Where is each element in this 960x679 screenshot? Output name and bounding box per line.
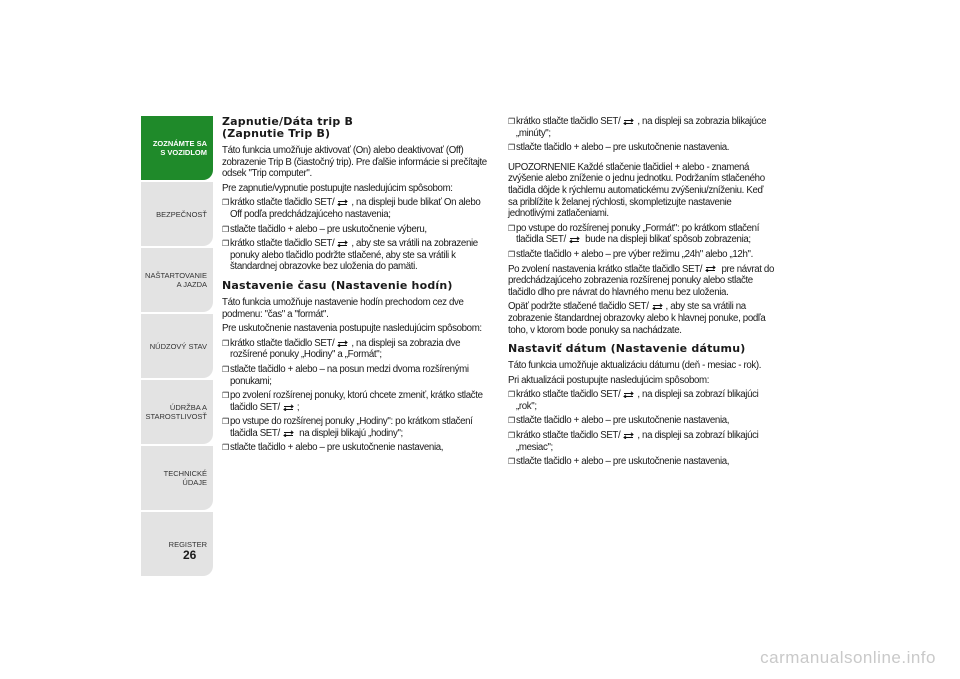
return-arrow-icon	[568, 236, 581, 243]
list-item: ❒ stlačte tlačidlo + alebo – pre výber režimu „24h" alebo „12h".	[508, 248, 753, 260]
list-item: ❒ stlačte tlačidlo + alebo – na posun medzi dvoma rozšírenými ponukami;	[222, 363, 469, 387]
heading-nastavit-datum: Nastaviť dátum (Nastavenie dátumu)	[508, 342, 746, 356]
chapter-sidebar	[141, 116, 213, 578]
return-arrow-icon	[282, 430, 295, 437]
bullet-icon: ❒	[222, 198, 229, 208]
bullet-icon: ❒	[222, 338, 229, 348]
return-arrow-icon	[336, 340, 349, 347]
list-item: ❒ po vstupe do rozšírenej ponuky „Hodiny": po krátkom stlačení tlačidla SET/ na displeji blikajú „hodiny";	[222, 416, 473, 439]
bullet-icon: ❒	[222, 364, 229, 374]
list-item: ❒ krátko stlačte tlačidlo SET/ , na displeji sa zobrazí blikajúci „rok";	[508, 389, 759, 412]
page-number: 26	[183, 548, 197, 562]
bullet-icon: ❒	[508, 117, 515, 126]
tab-nudzovy-stav[interactable]: NÚDZOVÝ STAV	[141, 314, 213, 378]
list-item: ❒ krátko stlačte tlačidlo SET/ , na displeji sa zobrazí blikajúci „mesiac";	[508, 430, 759, 453]
tab-register[interactable]: REGISTER	[141, 512, 213, 576]
tab-nastartovanie[interactable]: NAŠTARTOVANIE A JAZDA	[141, 248, 213, 312]
paragraph: Táto funkcia umožňuje aktivovať (On) alebo deaktivovať (Off) zobrazenie Trip B (čiastočný trip). Pre ďalšie informácie si prečítajte odsek "Trip computer".	[222, 145, 487, 180]
bullet-icon: ❒	[508, 143, 515, 153]
tab-zoznamte-sa[interactable]: ZOZNÁMTE SA S VOZIDLOM	[141, 116, 213, 180]
return-arrow-icon	[651, 303, 664, 310]
return-arrow-icon	[622, 118, 635, 125]
list-item: ❒ krátko stlačte tlačidlo SET/ , aby ste sa vrátili na zobrazenie ponuky alebo tlačidlo podržte stlačené, aby ste sa vrátili k štandardnej obrazovke bez uloženia do pamäti.	[222, 238, 478, 273]
paragraph: Pri aktualizácii postupujte nasledujúcim spôsobom:	[508, 374, 710, 386]
list-item: ❒ krátko stlačte tlačidlo SET/ , na displeji sa zobrazia dve rozšírené ponuky „Hodiny" a „Formát";	[222, 337, 461, 361]
return-arrow-icon	[622, 391, 635, 398]
heading-nastavenie-casu: Nastavenie času (Nastavenie hodín)	[222, 278, 453, 292]
tab-udrzba[interactable]: ÚDRŽBA A STAROSTLIVOSŤ	[141, 380, 213, 444]
bullet-icon: ❒	[222, 417, 229, 427]
paragraph: Táto funkcia umožňuje aktualizáciu dátumu (deň - mesiac - rok).	[508, 360, 762, 372]
return-arrow-icon	[704, 265, 717, 272]
bullet-icon: ❒	[222, 224, 229, 234]
return-arrow-icon	[282, 404, 295, 411]
list-item: ❒ stlačte tlačidlo + alebo – pre uskutočnenie nastavenia,	[508, 415, 730, 427]
warning-paragraph: UPOZORNENIE Každé stlačenie tlačidiel + alebo - znamená zvýšenie alebo zníženie o jednu jednotku. Podržaním stlačeného tlačidla dôjde k rýchlemu automatickému zvýšeniu/zníženiu. Keď sa priblížite k želanej rýchlosti, skompletizujte nastavenie jednotlivými zatlačeniami.	[508, 161, 765, 220]
return-arrow-icon	[336, 199, 349, 206]
watermark: carmanualsonline.info	[760, 648, 936, 667]
left-column	[222, 116, 488, 457]
paragraph: Pre uskutočnenie nastavenia postupujte nasledujúcim spôsobom:	[222, 323, 482, 335]
bullet-icon: ❒	[508, 431, 515, 441]
bullet-icon: ❒	[508, 390, 515, 400]
bullet-icon: ❒	[222, 391, 229, 401]
list-item: ❒ stlačte tlačidlo + alebo – pre uskutočnenie výberu,	[222, 223, 427, 235]
list-item: ❒ krátko stlačte tlačidlo SET/ , na displeji bude blikať On alebo Off podľa predchádzajúceho nastavenia;	[222, 197, 481, 220]
paragraph: Po zvolení nastavenia krátko stlačte tlačidlo SET/ pre návrat do predchádzajúceho zobrazenia rozšírenej ponuky alebo stlačte tlačidlo dlho pre návrat do hlavného menu bez uloženia.	[508, 263, 775, 298]
bullet-icon: ❒	[508, 457, 515, 467]
bullet-icon: ❒	[222, 239, 229, 249]
list-item: ❒ stlačte tlačidlo + alebo – pre uskutočnenie nastavenia,	[508, 456, 730, 468]
return-arrow-icon	[622, 432, 635, 439]
paragraph: Opäť podržte stlačené tlačidlo SET/ , aby ste sa vrátili na zobrazenie štandardnej obrazovky alebo k hlavnej ponuke, podľa toho, v ktorom bode ponuky sa nachádzate.	[508, 301, 766, 336]
heading-trip-b: Zapnutie/Dáta trip B (Zapnutie Trip B)	[222, 115, 354, 140]
list-item: ❒ po zvolení rozšírenej ponuky, ktorú chcete zmeniť, krátko stlačte tlačidlo SET/ ;	[222, 390, 483, 413]
bullet-icon: ❒	[508, 416, 515, 426]
paragraph: Pre zapnutie/vypnutie postupujte nasledujúcim spôsobom:	[222, 182, 453, 194]
paragraph: Táto funkcia umožňuje nastavenie hodín prechodom cez dve podmenu: "čas" a "formát".	[222, 296, 464, 320]
bullet-icon: ❒	[508, 223, 515, 233]
return-arrow-icon	[336, 240, 349, 247]
bullet-icon: ❒	[508, 249, 515, 259]
right-column	[508, 116, 774, 471]
list-item: ❒ po vstupe do rozšírenej ponuky „Formát": po krátkom stlačení tlačidla SET/ bude na displeji blikať spôsob zobrazenia;	[508, 222, 760, 246]
tab-technicke-udaje[interactable]: TECHNICKÉ ÚDAJE	[141, 446, 213, 510]
list-item: ❒ krátko stlačte tlačidlo SET/ , na displeji sa zobrazia blikajúce „minúty";	[508, 116, 767, 139]
bullet-icon: ❒	[222, 443, 229, 453]
list-item: ❒ stlačte tlačidlo + alebo – pre uskutočnenie nastavenia,	[222, 442, 444, 454]
list-item: ❒ stlačte tlačidlo + alebo – pre uskutočnenie nastavenia.	[508, 142, 730, 154]
tab-bezpecnost[interactable]: BEZPEČNOSŤ	[141, 182, 213, 246]
